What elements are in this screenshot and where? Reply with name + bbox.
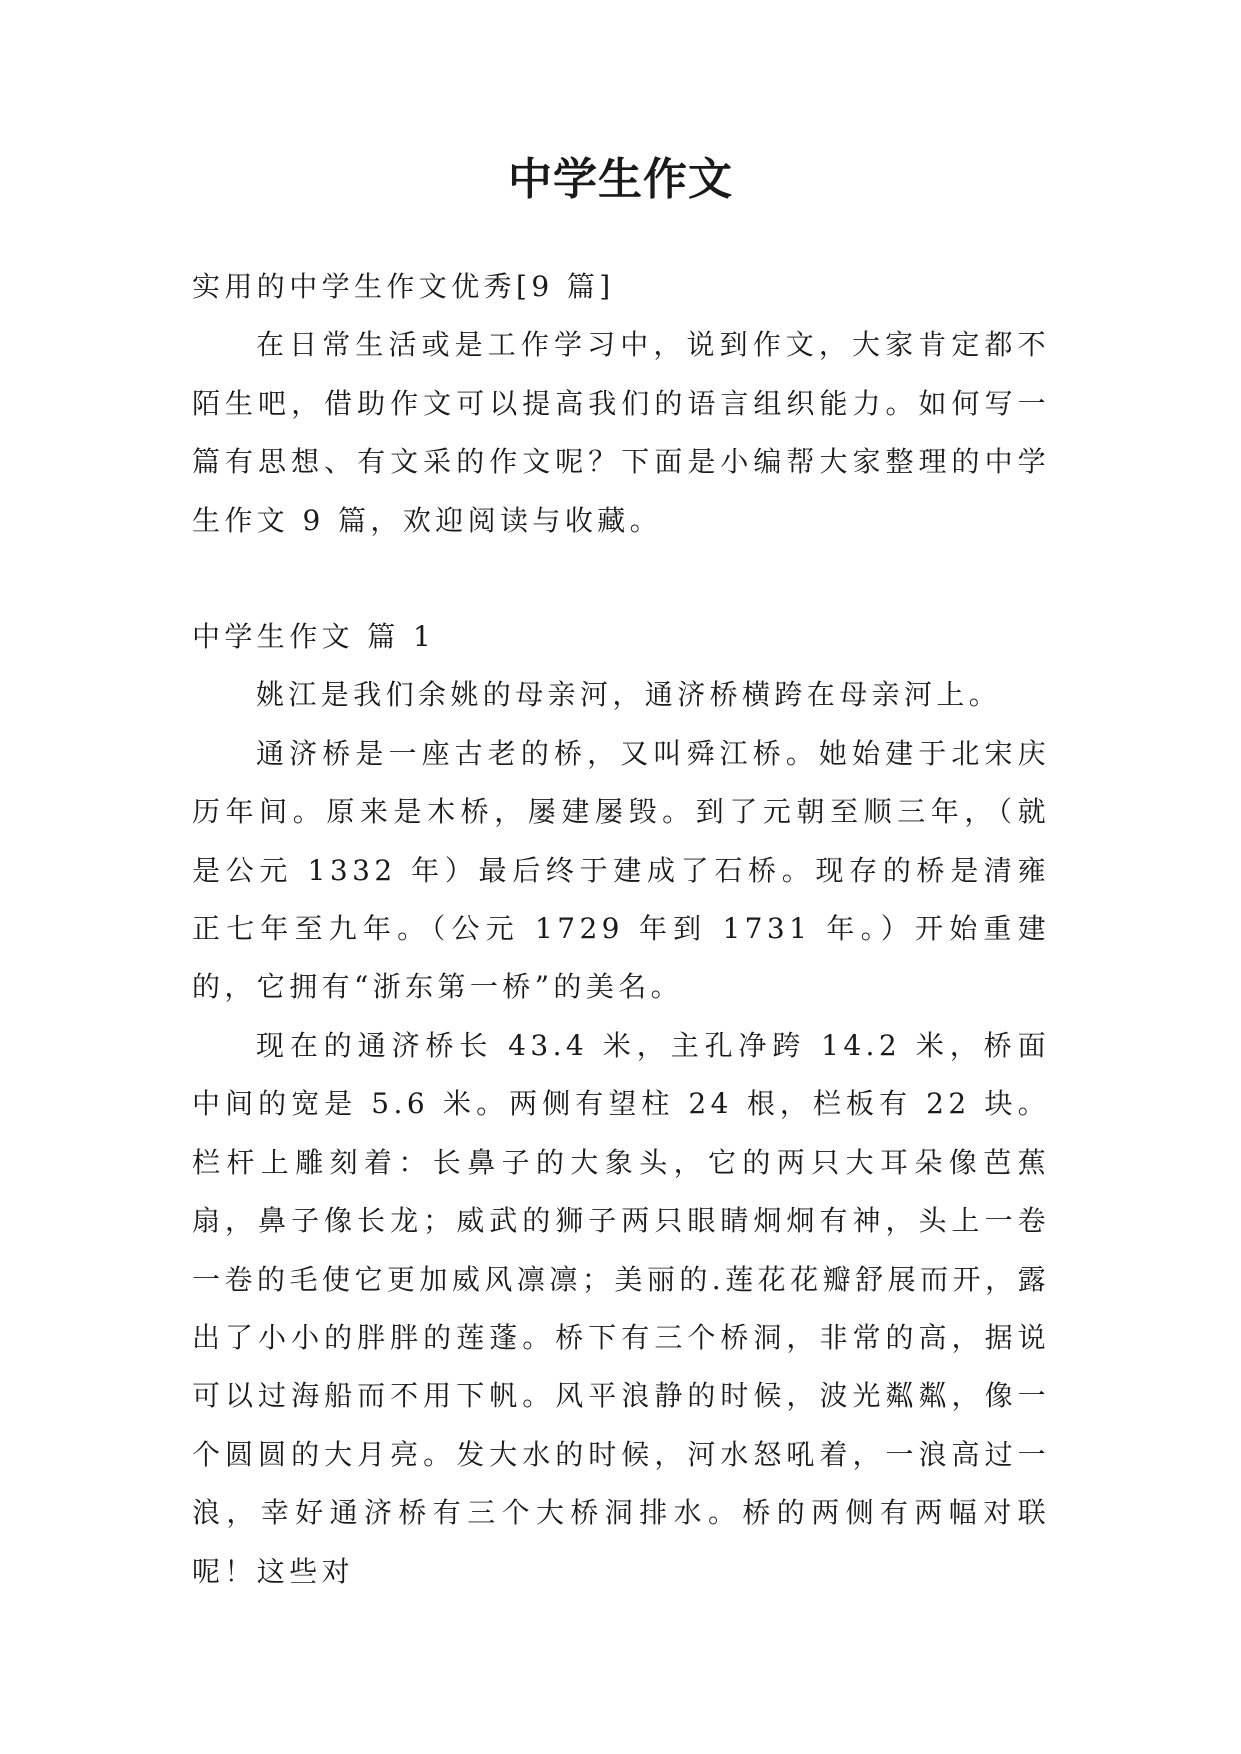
body-paragraph: 姚江是我们余姚的母亲河，通济桥横跨在母亲河上。 <box>256 678 1002 712</box>
document-subtitle: 实用的中学生作文优秀[9 篇] <box>192 270 615 303</box>
body-paragraph: 通济桥是一座古老的桥，又叫舜江桥。她始建于北宋庆历年间。原来是木桥，屡建屡毁。到了元朝至顺三年，（就是公元 1332 年）最后终于建成了石桥。现存的桥是清雍正七年至九年。（公元 1729 年到 1731 年。）开始重建的，它拥有“浙东第一桥”的美名。 <box>192 736 1050 1004</box>
document-body <box>192 258 1050 1601</box>
body-paragraph: 现在的通济桥长 43.4 米，主孔净跨 14.2 米，桥面中间的宽是 5.6 米。两侧有望柱 24 根，栏板有 22 块。栏杆上雕刻着：长鼻子的大象头，它的两只大耳朵像芭蕉扇，鼻子像长龙；威武的狮子两只眼睛炯炯有神，头上一卷一卷的毛使它更加威风凛凛；美丽的.莲花花瓣舒展而开，露出了小小的胖胖的莲蓬。桥下有三个桥洞，非常的高，据说可以过海船而不用下帆。风平浪静的时候，波光粼粼，像一个圆圆的大月亮。发大水的时候，河水怒吼着，一浪高过一浪，幸好通济桥有三个大桥洞排水。桥的两侧有两幅对联呢！这些对 <box>192 1028 1050 1588</box>
section-spacer <box>192 550 1050 608</box>
document-title: 中学生作文 <box>508 154 733 205</box>
section-heading: 中学生作文 篇 1 <box>192 620 436 654</box>
intro-paragraph: 在日常生活或是工作学习中，说到作文，大家肯定都不陌生吧，借助作文可以提高我们的语言组织能力。如何写一篇有思想、有文采的作文呢？下面是小编帮大家整理的中学生作文 9 篇，欢迎阅读与收藏。 <box>192 328 1050 537</box>
